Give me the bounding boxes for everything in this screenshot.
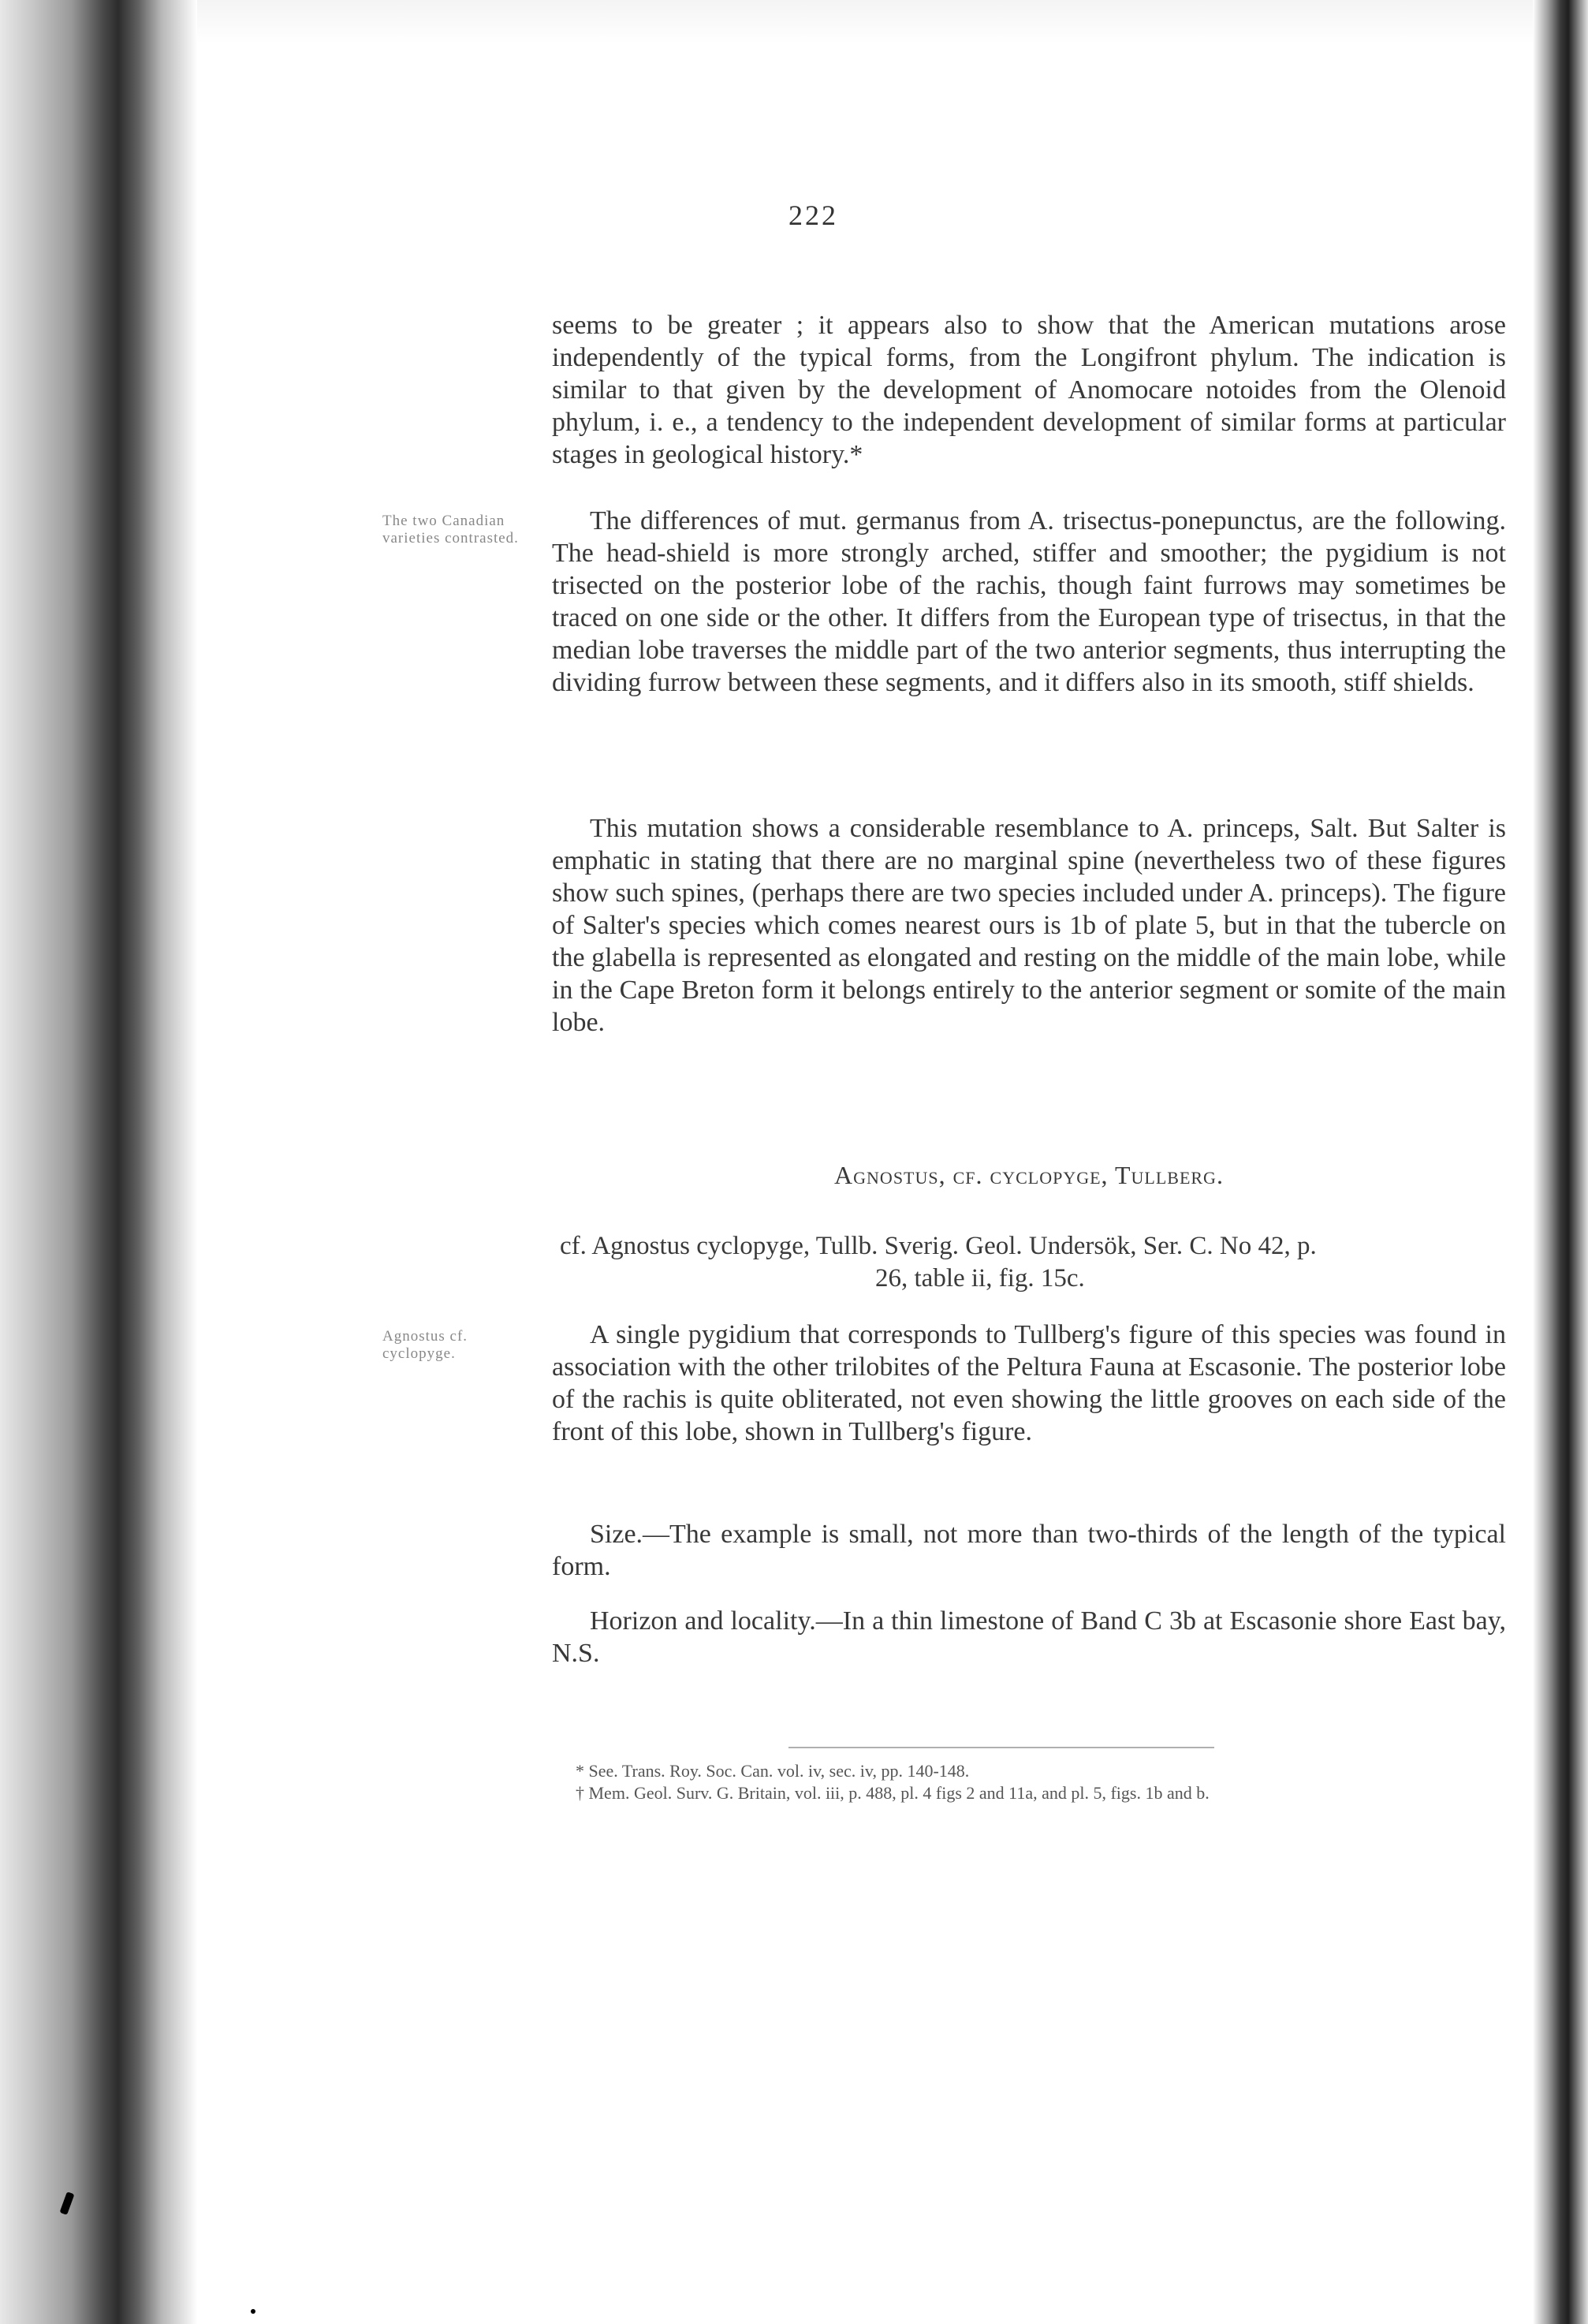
paragraph: The differences of mut. germanus from A. trisectus-ponepunctus, are the following. The head-shield is more strongly arched, stiffer and smoother; the pygidium is not trisected on the posterior lobe of the rachis, though faint furrows may sometimes be traced on one side or the other. It differs from the European type of trisectus, in that the median lobe traverses the middle part of the two anterior segments, thus interrupting the dividing furrow between these segments, and it differs also in its smooth, stiff shields. <box>552 506 1506 697</box>
footnotes <box>552 1760 1506 1804</box>
paragraph: Size.—The example is small, not more than two-thirds of the length of the typical form. <box>552 1520 1506 1581</box>
page-number: 222 <box>788 200 838 231</box>
citation-line: 26, table ii, fig. 15c. <box>875 1264 1085 1293</box>
paragraph: Horizon and locality.—In a thin limestone of Band C 3b at Escasonie shore East bay, N.S. <box>552 1606 1506 1668</box>
paragraph: seems to be greater ; it appears also to show that the American mutations arose independently of the typical forms, from the Longifront phylum. The indication is similar to that given by the development of Anomocare notoides from the Olenoid phylum, i. e., a tendency to the independent development of similar forms at particular stages in geological history.* <box>552 311 1506 469</box>
body-text-horizon <box>552 1605 1506 1669</box>
body-text-differences <box>552 505 1506 699</box>
scan-top-edge <box>0 0 1588 43</box>
margin-note-agnostus: Agnostus cf. cyclopyge. <box>382 1328 468 1362</box>
paragraph: This mutation shows a considerable resemblance to A. princeps, Salt. But Salter is emphatic in stating that there are no marginal spine (nevertheless two of these figures show such spines, (perhaps there are two species included under A. princeps). The figure of Salter's species which comes nearest ours is 1b of plate 5, but in that the tubercle on the glabella is represented as elongated and resting on the middle of the main lobe, while in the Cape Breton form it belongs entirely to the anterior segment or somite of the main lobe. <box>552 814 1506 1037</box>
footnote-divider <box>788 1747 1214 1748</box>
margin-note-varieties: The two Canadian varieties contrasted. <box>382 513 519 546</box>
body-text-agnostus <box>552 1319 1506 1448</box>
body-text-mutation <box>552 812 1506 1039</box>
book-binding-shadow <box>0 0 197 2324</box>
body-text-size <box>552 1518 1506 1583</box>
citation-line: cf. Agnostus cyclopyge, Tullb. Sverig. Geol. Undersök, Ser. C. No 42, p. <box>560 1232 1317 1260</box>
footnote: * See. Trans. Roy. Soc. Can. vol. iv, sec. iv, pp. 140-148. <box>576 1761 970 1781</box>
citation <box>552 1230 1506 1295</box>
section-heading: Agnostus, cf. cyclopyge, Tullberg. <box>834 1161 1224 1189</box>
body-text-top <box>552 309 1506 471</box>
scan-smudge <box>251 2309 255 2314</box>
paragraph: A single pygidium that corresponds to Tullberg's figure of this species was found in association with the other trilobites of the Peltura Fauna at Escasonie. The posterior lobe of the rachis is quite obliterated, not even showing the little grooves on each side of the front of this lobe, shown in Tullberg's figure. <box>552 1320 1506 1446</box>
footnote: † Mem. Geol. Surv. G. Britain, vol. iii, p. 488, pl. 4 figs 2 and 11a, and pl. 5, figs. 1b and b. <box>576 1783 1210 1803</box>
scan-right-edge <box>1533 0 1588 2324</box>
